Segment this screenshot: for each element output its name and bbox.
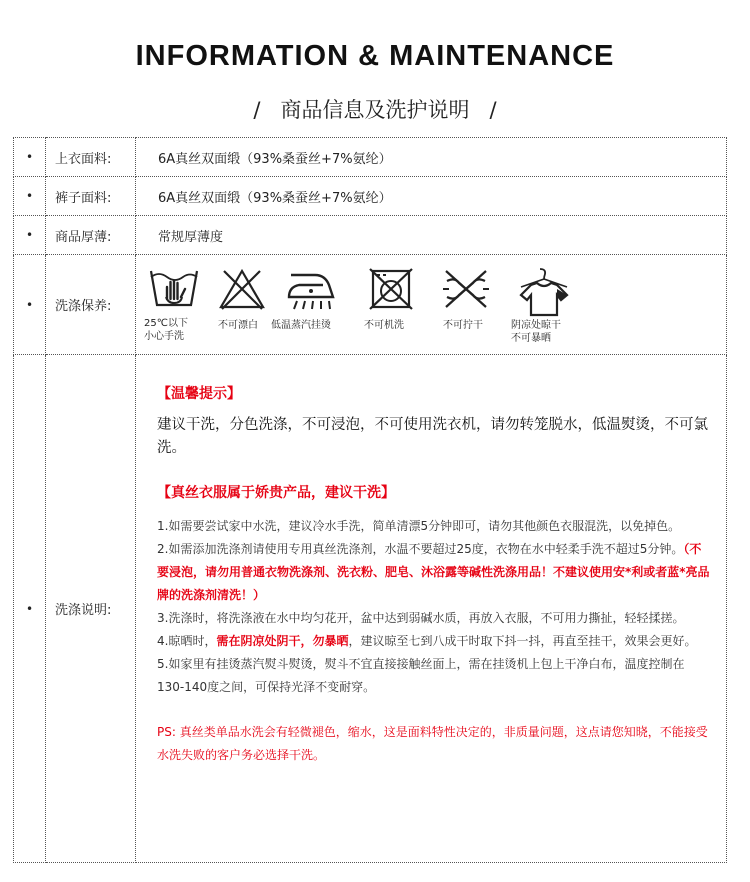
page-subtitle bbox=[0, 94, 750, 124]
bullet: • bbox=[14, 138, 46, 177]
step-4 bbox=[157, 630, 710, 653]
value-pants-fabric: 6A真丝双面缎（93%桑蚕丝+7%氨纶） bbox=[136, 177, 727, 216]
step-4-warning: 需在阴凉处阴干，勿暴晒 bbox=[216, 634, 349, 648]
bullet: • bbox=[14, 216, 46, 255]
caption-shade-dry-2: 不可暴晒 bbox=[511, 333, 551, 344]
subtitle-text: 商品信息及洗护说明 bbox=[280, 98, 470, 122]
step-5: 5.如家里有挂烫蒸汽熨斗熨烫，熨斗不宜直接接触丝面上，需在挂烫机上包上干净白布，温度控制在130-140度之间，可保持光泽不变耐穿。 bbox=[157, 657, 685, 694]
page-title: INFORMATION & MAINTENANCE bbox=[135, 40, 615, 72]
care-icons bbox=[136, 255, 726, 345]
bullet: • bbox=[14, 177, 46, 216]
step-1: 1.如需要尝试家中水洗，建议冷水手洗，简单清漂5分钟即可，请勿其他颜色衣服混洗，以免掉色。 bbox=[157, 519, 681, 533]
care-item-no-wring bbox=[441, 267, 517, 332]
row-pants-fabric bbox=[14, 177, 727, 216]
caption-no-machine: 不可机洗 bbox=[364, 320, 404, 331]
label-top-fabric: 上衣面料: bbox=[46, 138, 136, 177]
no-machine-wash-icon bbox=[368, 267, 414, 311]
tip-text: 建议干洗，分色洗涤，不可浸泡，不可使用洗衣机，请勿转笼脱水，低温熨烫，不可氯洗。 bbox=[157, 417, 708, 456]
caption-low-iron: 低温蒸汽挂烫 bbox=[271, 320, 331, 331]
no-bleach-icon bbox=[218, 267, 266, 311]
care-item-shade-dry bbox=[511, 267, 587, 345]
info-table bbox=[13, 137, 727, 863]
wash-instructions bbox=[136, 355, 727, 863]
subtitle-slash-right: / bbox=[489, 98, 497, 122]
label-care: 洗涤保养: bbox=[46, 255, 136, 355]
hand-wash-icon bbox=[148, 267, 200, 309]
value-thickness: 常规厚薄度 bbox=[136, 216, 727, 255]
wash-steps bbox=[157, 515, 710, 699]
row-top-fabric bbox=[14, 138, 727, 177]
caption-hand-wash-1: 25℃以下 bbox=[144, 318, 188, 329]
caption-shade-dry-1: 阴凉处晾干 bbox=[511, 320, 561, 331]
tip-title: 【温馨提示】 bbox=[157, 386, 241, 402]
step-2-warning: （不要浸泡，请勿用普通衣物洗涤剂、洗衣粉、肥皂、沐浴露等碱性洗涤用品！不建议使用安*利或者蓝*亮品牌的洗涤剂清洗！） bbox=[157, 542, 710, 602]
bullet: • bbox=[14, 355, 46, 863]
step-2 bbox=[157, 538, 710, 607]
no-wring-icon bbox=[441, 267, 491, 311]
step-4-text-c: ，建议晾至七到八成干时取下抖一抖，再直至挂干，效果会更好。 bbox=[348, 634, 697, 648]
care-item-no-machine bbox=[364, 267, 441, 332]
step-2-text: 2.如需添加洗涤剂请使用专用真丝洗涤剂，水温不要超过25度，衣物在水中轻柔手洗不超过5分钟。 bbox=[157, 542, 684, 556]
step-3: 3.洗涤时，将洗涤液在水中均匀花开，盆中达到弱碱水质，再放入衣服，不可用力撕扯，轻轻揉搓。 bbox=[157, 611, 685, 625]
caption-no-bleach: 不可漂白 bbox=[218, 320, 258, 331]
subtitle-slash-left: / bbox=[253, 98, 261, 122]
shade-dry-icon bbox=[517, 267, 571, 319]
silk-title: 【真丝衣服属于娇贵产品，建议干洗】 bbox=[157, 485, 395, 501]
care-item-low-iron bbox=[271, 267, 368, 332]
value-top-fabric: 6A真丝双面缎（93%桑蚕丝+7%氨纶） bbox=[136, 138, 727, 177]
label-thickness: 商品厚薄: bbox=[46, 216, 136, 255]
bullet: • bbox=[14, 255, 46, 355]
ps-note: PS: 真丝类单品水洗会有轻微褪色，缩水，这是面料特性决定的，非质量问题，这点请您知晓，不能接受水洗失败的客户务必选择干洗。 bbox=[157, 725, 708, 762]
caption-no-wring: 不可拧干 bbox=[443, 320, 483, 331]
row-thickness bbox=[14, 216, 727, 255]
low-iron-steam-icon bbox=[285, 267, 337, 311]
step-4-text-a: 4.晾晒时， bbox=[157, 634, 217, 648]
label-wash: 洗涤说明: bbox=[46, 355, 136, 863]
caption-hand-wash-2: 小心手洗 bbox=[144, 331, 184, 342]
row-wash bbox=[14, 355, 727, 863]
row-care bbox=[14, 255, 727, 355]
label-pants-fabric: 裤子面料: bbox=[46, 177, 136, 216]
care-item-hand-wash bbox=[144, 267, 218, 343]
care-icons-cell bbox=[136, 255, 727, 355]
